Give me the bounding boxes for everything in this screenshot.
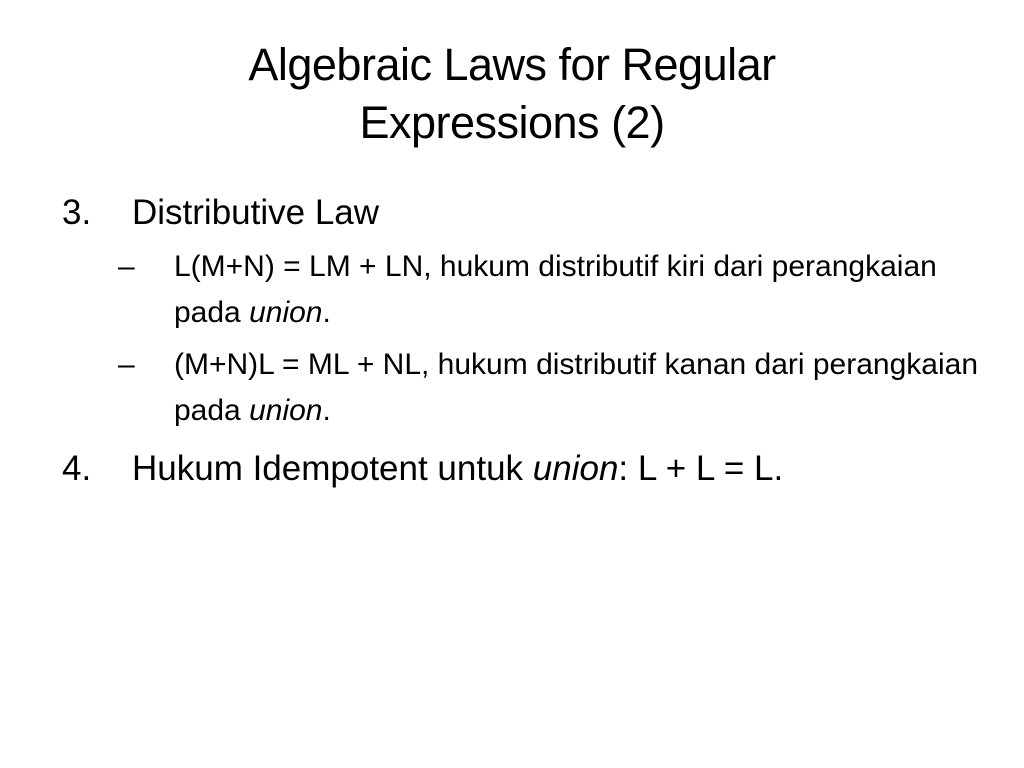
item-text: Hukum Idempotent untuk — [132, 449, 533, 488]
subitem-italic: union — [249, 296, 323, 329]
list-item-distributive-law — [60, 188, 980, 238]
item-italic: union — [532, 449, 619, 488]
dash-bullet: – — [118, 348, 135, 381]
slide-title — [112, 36, 912, 152]
slide-body — [60, 188, 980, 494]
subitem-text: (M+N)L = ML + NL, hukum distributif kanan dari perangkaian pada — [174, 348, 979, 427]
subitem-punct: . — [322, 394, 331, 427]
list-item-idempotent — [60, 444, 980, 494]
dash-bullet: – — [118, 250, 135, 283]
subitem-left-distributive — [60, 244, 980, 336]
item-text-after: : L + L = L. — [618, 449, 784, 488]
title-line-2 — [112, 94, 912, 152]
title-line-1: Algebraic Laws for Regular — [248, 39, 776, 90]
subitem-right-distributive — [60, 342, 980, 434]
title-main: Expressions — [359, 97, 600, 148]
subitem-punct: . — [322, 296, 331, 329]
item-number: 4. — [62, 449, 92, 488]
item-text: Distributive Law — [132, 193, 380, 232]
subitem-text: L(M+N) = LM + LN, hukum distributif kiri dari perangkaian pada — [174, 250, 937, 329]
title-suffix: (2) — [611, 97, 665, 148]
subitem-italic: union — [249, 394, 323, 427]
item-number: 3. — [62, 193, 92, 232]
